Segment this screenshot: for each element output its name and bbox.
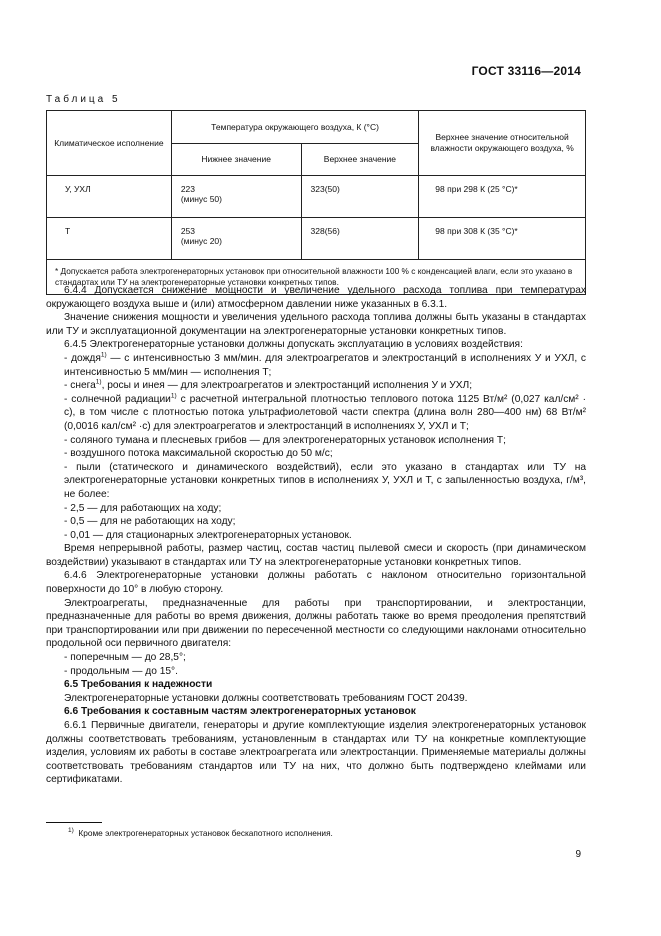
paragraph-6-4-4b: Значение снижения мощности и увеличения удельного расхода топлива должны быть указаны в стандартах или ТУ и эксплуатационной документации на электрогенераторные установки конкретных типов. <box>46 312 586 337</box>
paragraph-6-4-6b: Электроагрегаты, предназначенные для работы при транспортировании, и электростанции, предназначенные для работы во время движения, должны работать также во время преодоления препятствий при транспортировании или при движении по пересеченной местности со следующими наклонами относительно продольной оси первичного двигателя: <box>46 597 586 650</box>
cell-low-k: 223 <box>180 184 195 194</box>
list-item-sun: - солнечной радиации$^{1)}$ с расчетной интегральной плотностью теплового потока 1125 Вт/м² (0,027 кал/см² · с), в том числе с плотностью потока ультрафиолетовой части спектра (длина волн 280—400 нм) 68 Вт/м² (0,0016 кал/см² ·с) для электроагрегатов и электростанций в исполнениях У, УХЛ и Т; <box>64 392 586 432</box>
paragraph-6-4-4: 6.4.4 Допускается снижение мощности и увеличение удельного расхода топлива при температурах окружающего воздуха выше и (или) атмосферном давлении ниже указанных в 6.3.1. <box>46 285 586 310</box>
cell-low-k: 253 <box>180 226 195 236</box>
list-item-tilt-2: - продольным — до 15°. <box>64 665 178 677</box>
footnote <box>68 828 333 838</box>
climate-table <box>46 110 586 295</box>
footnote-mark: 1) <box>68 827 74 835</box>
list-item-dust-2: - 0,5 — для не работающих на ходу; <box>64 516 236 528</box>
cell-high: 328(56) <box>301 218 419 260</box>
cell-low-c: (минус 20) <box>180 236 222 246</box>
heading-6-5: 6.5 Требования к надежности <box>64 679 213 691</box>
footnote-text: Кроме электрогенераторных установок бескапотного исполнения. <box>78 828 333 838</box>
header-temperature: Температура окружающего воздуха, К (°С) <box>171 111 418 144</box>
paragraph-dust-time: Время непрерывной работы, размер частиц, состав частиц пылевой смеси и скорость (при динамическом воздействии) указывают в стандартах или ТУ на электрогенераторные установки конкретных типов. <box>46 543 586 568</box>
list-item-dust-1: - 2,5 — для работающих на ходу; <box>64 502 222 514</box>
header-temp-low: Нижнее значение <box>171 144 301 176</box>
table-note: * Допускается работа электрогенераторных установок при относительной влажности 100 % с конденсацией влаги, если это указано в стандартах или ТУ на электрогенераторные установки конкретных типов. <box>47 260 586 295</box>
table-row <box>47 218 586 260</box>
paragraph-6-4-6: 6.4.6 Электрогенераторные установки должны работать с наклоном относительно горизонтальной поверхности до 10° в любую сторону. <box>46 570 586 596</box>
paragraph-6-5: Электрогенераторные установки должны соответствовать требованиям ГОСТ 20439. <box>64 692 468 704</box>
cell-low <box>171 218 301 260</box>
list-item-salt: - соляного тумана и плесневых грибов — для электрогенераторных установок исполнения Т; <box>64 434 506 446</box>
list-item-tilt-1: - поперечным — до 28,5°; <box>64 652 186 664</box>
heading-6-6: 6.6 Требования к составным частям электрогенераторных установок <box>64 706 416 718</box>
list-item-dust-3: - 0,01 — для стационарных электрогенераторных установок. <box>64 529 352 541</box>
document-code: ГОСТ 33116—2014 <box>471 64 581 78</box>
cell-high: 323(50) <box>301 176 419 218</box>
list-item-dust: - пыли (статического и динамического воздействий), если это указано в стандартах или ТУ на электрогенераторные установки конкретных типов в исполнениях У, УХЛ и Т, с запыленностью воздуха, г/м³, не более: <box>64 461 586 500</box>
body-text <box>46 284 586 787</box>
header-humidity: Верхнее значение относительной влажности окружающего воздуха, % <box>419 111 586 176</box>
list-item-air: - воздушного потока максимальной скоростью до 50 м/с; <box>64 448 333 460</box>
cell-humidity: 98 при 308 К (35 °С)* <box>419 218 586 260</box>
cell-climate: У, УХЛ <box>47 176 172 218</box>
table-caption: Таблица 5 <box>46 94 121 105</box>
paragraph-6-6-1: 6.6.1 Первичные двигатели, генераторы и другие комплектующие изделия электрогенераторных установок должны соответствовать требованиям, установленным в стандартах или ТУ на конкретные комплектующие изделия, условиям их работы в составе электроагрегата или электростанции. Применяемые материалы должны соответствовать требованиям стандартов или ТУ на них, что должно быть подтверждено клеймами или сертификатами. <box>46 720 586 786</box>
list-item-rain: - дождя$^{1)}$ — с интенсивностью 3 мм/мин. для электроагрегатов и электростанций в исполнениях У и УХЛ, с интенсивностью 5 мм/мин — исполнения Т; <box>64 351 586 378</box>
cell-climate: Т <box>47 218 172 260</box>
cell-low <box>171 176 301 218</box>
paragraph-6-4-5: 6.4.5 Электрогенераторные установки должны допускать эксплуатацию в условиях воздействия: <box>64 339 523 351</box>
header-climate: Климатическое исполнение <box>47 111 172 176</box>
page-number: 9 <box>575 849 581 860</box>
table-row <box>47 176 586 218</box>
cell-low-c: (минус 50) <box>180 194 222 204</box>
list-item-snow: - снега$^{1)}$, росы и инея — для электроагрегатов и электростанций исполнения У и УХЛ; <box>64 378 473 392</box>
header-temp-high: Верхнее значение <box>301 144 419 176</box>
cell-humidity: 98 при 298 К (25 °С)* <box>419 176 586 218</box>
footnote-separator <box>46 822 102 823</box>
